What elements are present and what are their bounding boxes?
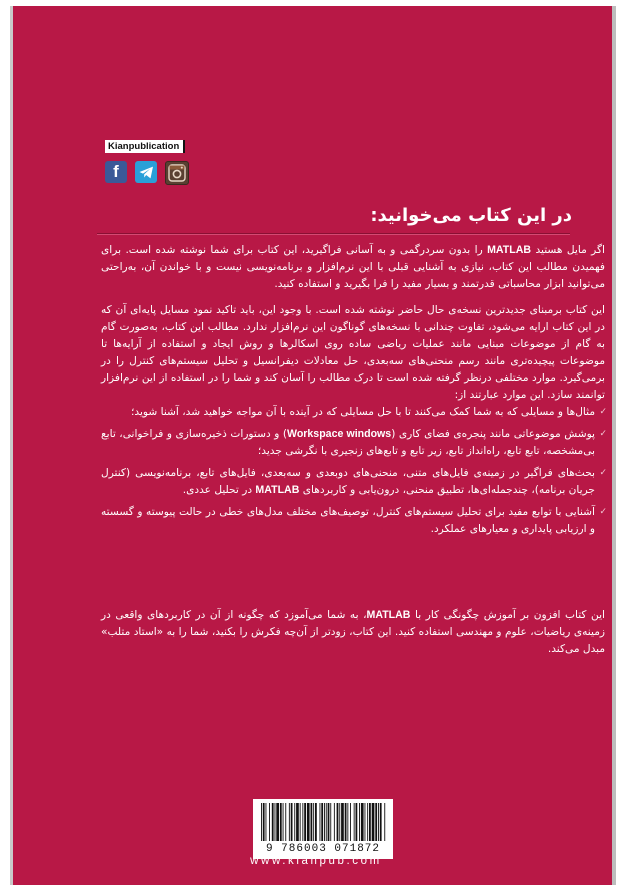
- barcode-bar: [272, 803, 274, 841]
- barcode-bar: [269, 803, 270, 841]
- closing-paragraph: این کتاب افزون بر آموزش چگونگی کار با MATLAB، به شما می‌آموزد که چگونه از آن در کاربردهای واقعی در زمینه‌ی ریاضیات، علوم و مهندسی استفاده کنید. این کتاب، زودتر از آن‌چه فکرش را بکنید، شما را به «استاد متلب» مبدل می‌کند.: [101, 609, 605, 655]
- barcode-bar: [361, 803, 364, 841]
- barcode-bar: [367, 803, 368, 841]
- back-cover: [10, 6, 616, 885]
- barcode-bar: [261, 803, 262, 841]
- matlab-keyword: MATLAB: [366, 609, 411, 621]
- barcode-bar: [291, 803, 293, 841]
- barcode-bar: [304, 803, 306, 841]
- barcode-bar: [321, 803, 323, 841]
- intro-paragraph: اگر مایل هستید MATLAB را بدون سردرگمی و به آسانی فراگیرید، این کتاب برای شما نوشته شده است. برای فهمیدن مطالب این کتاب، نیازی به آشنایی قبلی با این نرم‌افزار و برنامه‌نویسی نیست و با خواندن آن، به‌راحتی می‌توانید ابزار محاسباتی قدرتمند و بسیار مفید را فرا بگیرید و استفاده کنید.: [101, 244, 605, 290]
- barcode-bar: [311, 803, 313, 841]
- barcode-bar: [347, 803, 348, 841]
- barcode-bar: [307, 803, 310, 841]
- barcode-bar: [324, 803, 325, 841]
- barcode-bar: [375, 803, 377, 841]
- barcode-bar: [296, 803, 299, 841]
- barcode-bar: [378, 803, 379, 841]
- barcode-bar: [350, 803, 351, 841]
- instagram-icon[interactable]: [165, 161, 189, 185]
- barcode-bar: [280, 803, 282, 841]
- facebook-icon[interactable]: f: [105, 161, 127, 183]
- barcode-bar: [283, 803, 284, 841]
- barcode-bar: [326, 803, 327, 841]
- barcode-bar: [275, 803, 276, 841]
- isbn-number: 9 786003 071872: [265, 843, 381, 855]
- barcode-bar: [330, 803, 331, 841]
- barcode-bar: [369, 803, 371, 841]
- social-links: [105, 134, 189, 185]
- barcode-bar: [320, 803, 321, 841]
- list-item: ✓ پوشش موضوعاتی مانند پنجره‌ی فضای کاری (Workspace windows) و دستورات ذخیره‌سازی و فراخوانی، تابع بی‌مشخصه، تابع تابع، راه‌انداز تابع، زیر تابع و تابع‌های زنجیری با نگرشی جدید؛: [101, 426, 605, 460]
- barcode-bar: [266, 803, 267, 841]
- barcode-bar: [345, 803, 347, 841]
- barcode-bar: [341, 803, 344, 841]
- features-list: [101, 404, 605, 538]
- social-icons: [105, 161, 189, 185]
- barcode: [253, 799, 393, 859]
- barcode-bar: [337, 803, 339, 841]
- barcode-bar: [380, 803, 382, 841]
- barcode-bar: [276, 803, 279, 841]
- publisher-handle: Kianpublication: [105, 140, 185, 153]
- features-paragraph: این کتاب برمبنای جدیدترین نسخه‌ی حال حاضر نوشته شده است. با وجود این، باید تاکید نمود مسایل پایه‌ای آن که در این کتاب ارایه می‌شود، تفاوت چندانی با نسخه‌های گوناگون این نرم‌افزار ندارد. مطالب این کتاب، به‌صورت گام به گام از موضوعات مبنایی مانند عملیات ریاضی ساده روی اسکالرها و روش ایجاد و استفاده از آرایه‌ها تا موضوعات پیچیده‌تری مانند رسم منحنی‌های سه‌بعدی، حل معادلات دیفرانسیل و تحلیل سیستم‌های کنترل را در برمی‌گیرد. موارد مختلفی درنظر گرفته شده است تا درک مطالب را آسان کند و شما را در استفاده از این نرم‌افزار توانمند سازد. این موارد عبارتند از:: [101, 304, 605, 401]
- heading-divider: [97, 233, 570, 235]
- features-section: [101, 302, 605, 538]
- barcode-bar: [384, 803, 385, 841]
- barcode-bar: [354, 803, 355, 841]
- barcode-bar: [315, 803, 317, 841]
- list-item: ✓ مثال‌ها و مسایلی که به شما کمک می‌کنند تا با حل مسایلی که در آینده با آن مواجه خواهید شد، آشنا شوید؛: [101, 404, 605, 421]
- list-item: ✓ بحث‌های فراگیر در زمینه‌ی فایل‌های متنی، منحنی‌های دوبعدی و سه‌بعدی، فایل‌های تابع، برنامه‌نویسی (کنترل جریان برنامه)، چندجمله‌ای‌ها، تطبیق منحنی، درون‌یابی و کاربردهای MATLAB در تحلیل عددی.: [101, 465, 605, 499]
- barcode-bar: [313, 803, 314, 841]
- barcode-bar: [334, 803, 335, 841]
- barcode-bar: [263, 803, 265, 841]
- barcode-bar: [372, 803, 375, 841]
- camera-icon: [168, 164, 186, 182]
- barcode-bar: [300, 803, 301, 841]
- barcode-bar: [302, 803, 303, 841]
- barcode-bar: [289, 803, 290, 841]
- barcode-bar: [339, 803, 340, 841]
- barcode-bar: [285, 803, 286, 841]
- list-item: ✓ آشنایی با توابع مفید برای تحلیل سیستم‌های کنترل، توصیف‌های مختلف مدل‌های خطی در حالت پیوسته و گسسته و ارزیابی پایداری و معیارهای عملکرد.: [101, 504, 605, 538]
- telegram-icon[interactable]: [135, 161, 157, 183]
- telegram-plane-icon: [139, 166, 154, 179]
- barcode-bar: [356, 803, 358, 841]
- section-heading: در این کتاب می‌خوانید:: [370, 205, 572, 226]
- barcode-bar: [328, 803, 330, 841]
- barcode-bar: [365, 803, 366, 841]
- barcode-bar: [359, 803, 360, 841]
- barcode-bar: [294, 803, 295, 841]
- matlab-keyword: MATLAB: [487, 244, 532, 256]
- website-url[interactable]: www.kianpub.com: [250, 855, 382, 867]
- barcode-bars: [259, 803, 387, 841]
